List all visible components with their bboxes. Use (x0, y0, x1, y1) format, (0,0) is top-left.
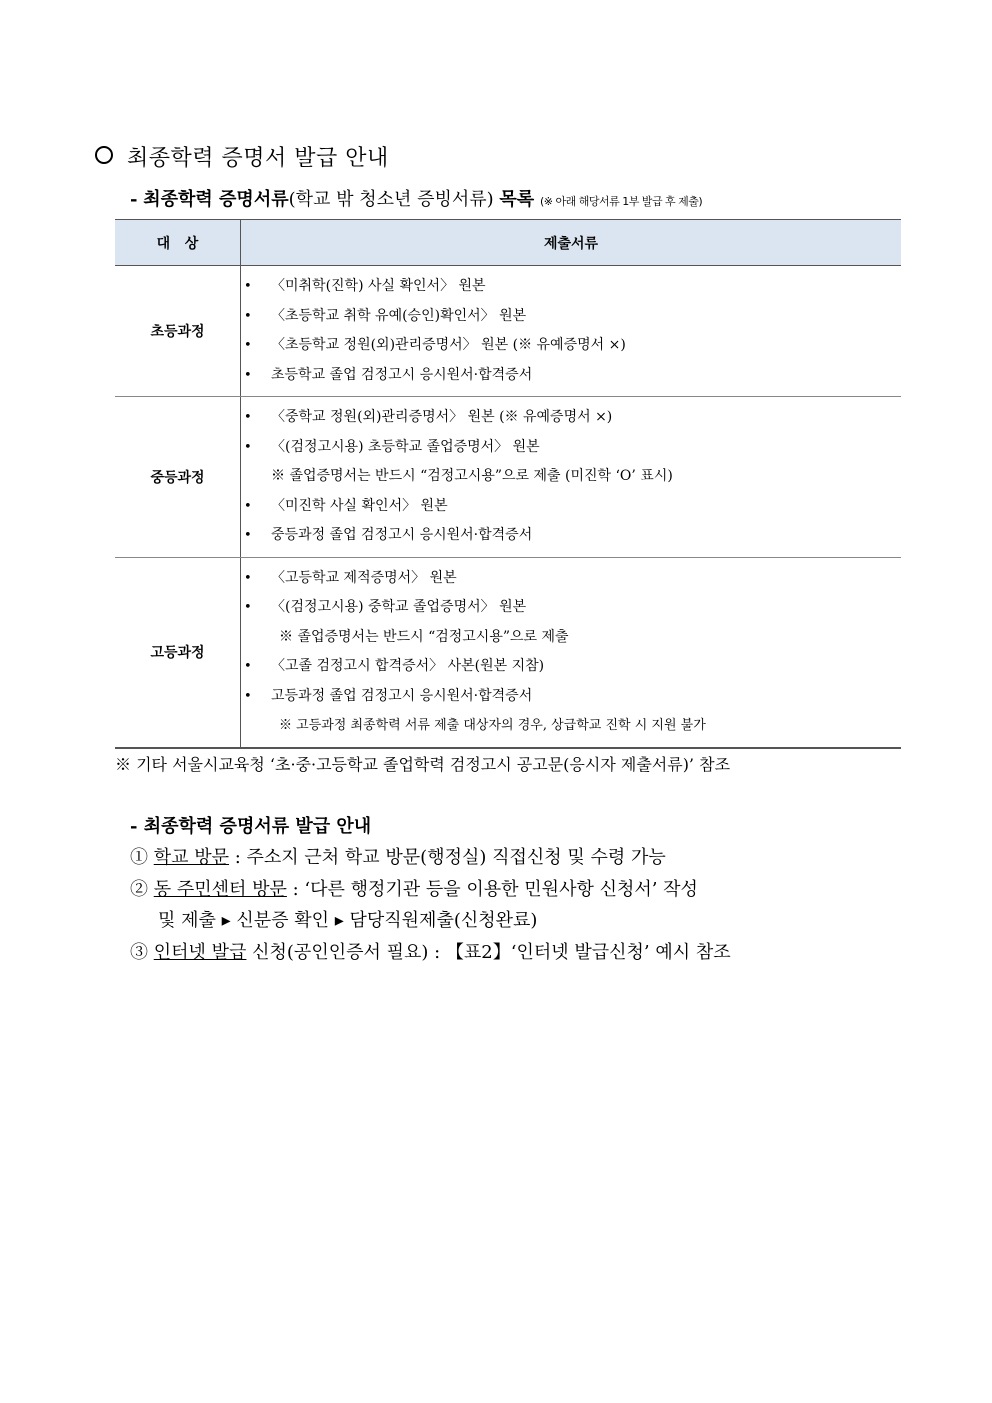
documents-table (115, 219, 901, 749)
level-elementary: 초등과정 (115, 266, 241, 397)
list-item: • 〈초등학교 취학 유예(승인)확인서〉 원본 (244, 307, 527, 324)
level-high: 고등과정 (115, 557, 241, 748)
guide-item-community-center-cont: 및 제출 ▸ 신분증 확인 ▸ 담당직원제출(신청완료) (158, 910, 538, 931)
list-item: • 초등학교 졸업 검정고시 응시원서·합격증서 (244, 366, 533, 383)
circle-bullet-icon (95, 146, 113, 164)
list-item: • 중등과정 졸업 검정고시 응시원서·합격증서 (244, 527, 533, 543)
note: ※ 고등과정 최종학력 서류 제출 대상자의 경우, 상급학교 진학 시 지원 불가 (279, 718, 706, 733)
list-item: • 〈고졸 검정고시 합격증서〉 사본(원본 지참) (244, 658, 545, 674)
table-header-row (115, 220, 901, 266)
list-subtitle: - 최종학력 증명서류(학교 밖 청소년 증빙서류) 목록 (※ 아래 해당서류 1부 발급 후 제출) (130, 189, 703, 210)
list-item: • 〈초등학교 정원(외)관리증명서〉 원본 (※ 유예증명서 ×) (244, 337, 626, 353)
list-item: • 고등과정 졸업 검정고시 응시원서·합격증서 (244, 687, 533, 704)
level-middle: 중등과정 (115, 397, 241, 558)
list-item: • 〈(검정고시용) 초등학교 졸업증명서〉 원본 (244, 438, 540, 455)
header-docs: 제출서류 (241, 220, 902, 266)
note: ※ 졸업증명서는 반드시 “검정고시용”으로 제출 (미진학 ‘O’ 표시) (271, 468, 673, 484)
guide-item-school-visit: ① 학교 방문 : 주소지 근처 학교 방문(행정실) 직접신청 및 수령 가능 (130, 847, 666, 868)
table-row (115, 397, 901, 558)
list-item: • 〈고등학교 제적증명서〉 원본 (244, 569, 457, 586)
guide-title: - 최종학력 증명서류 발급 안내 (130, 816, 372, 837)
table-row (115, 266, 901, 397)
guide-item-internet: ③ 인터넷 발급 신청(공인인증서 필요) : 【표2】‘인터넷 발급신청’ 예시 참조 (130, 942, 731, 963)
guide-item-community-center: ② 동 주민센터 방문 : ‘다른 행정기관 등을 이용한 민원사항 신청서’ 작성 (130, 879, 698, 900)
list-item: • 〈미취학(진학) 사실 확인서〉 원본 (244, 278, 486, 294)
note: ※ 졸업증명서는 반드시 “검정고시용”으로 제출 (279, 628, 569, 645)
table-row (115, 557, 901, 748)
list-item: • 〈중학교 정원(외)관리증명서〉 원본 (※ 유예증명서 ×) (244, 409, 613, 425)
section-title: 최종학력 증명서 발급 안내 (95, 141, 389, 172)
list-item: • 〈미진학 사실 확인서〉 원본 (244, 497, 448, 514)
footnote: ※ 기타 서울시교육청 ‘초·중·고등학교 졸업학력 검정고시 공고문(응시자 제출서류)’ 참조 (115, 755, 731, 774)
list-item: • 〈(검정고시용) 중학교 졸업증명서〉 원본 (244, 599, 527, 615)
header-target: 대 상 (115, 220, 241, 266)
